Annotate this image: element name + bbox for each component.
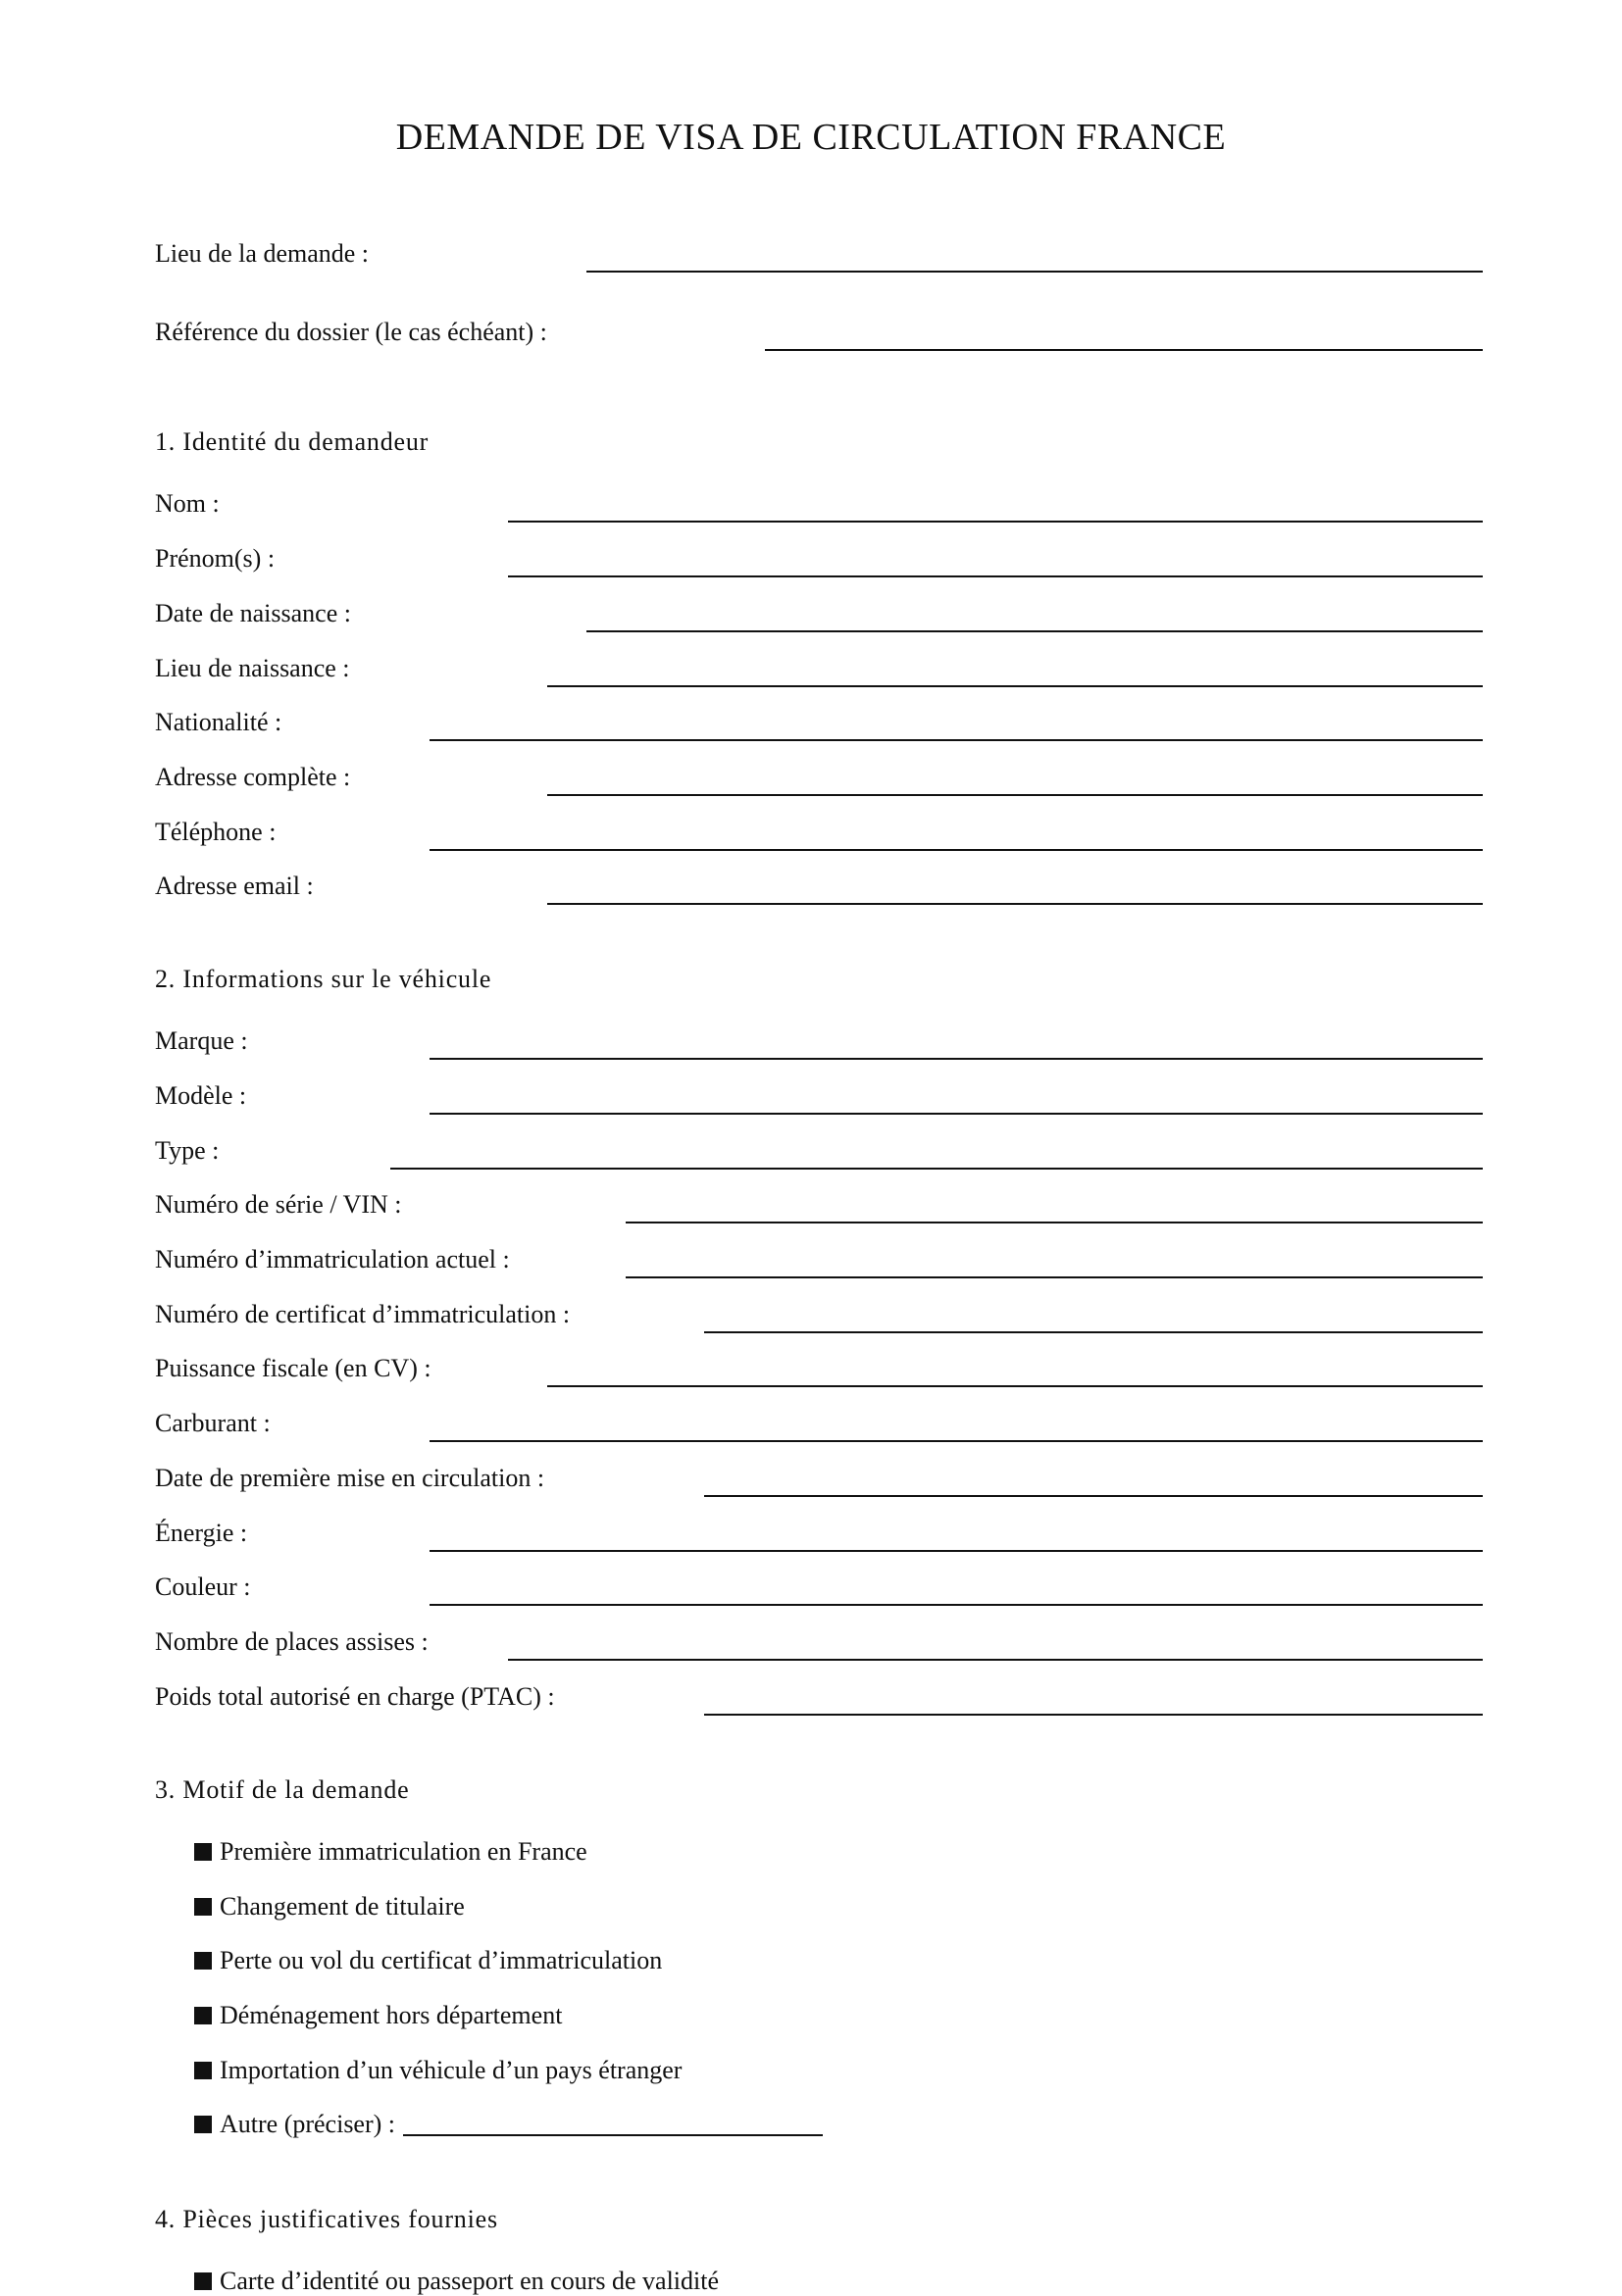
fill-line[interactable] xyxy=(547,903,1483,905)
field-label: Date de naissance : xyxy=(155,599,351,627)
fill-line[interactable] xyxy=(508,521,1483,523)
fill-line[interactable] xyxy=(547,685,1483,687)
fill-line[interactable] xyxy=(430,739,1483,741)
field-label: Numéro de série / VIN : xyxy=(155,1190,402,1219)
field-couleur xyxy=(155,1572,1622,1612)
fill-line[interactable] xyxy=(430,1440,1483,1442)
fill-line[interactable] xyxy=(704,1495,1483,1497)
field-label: Prénom(s) : xyxy=(155,544,276,573)
field-date-naissance xyxy=(155,599,1622,638)
field-date-mise-circulation xyxy=(155,1464,1622,1503)
fill-line[interactable] xyxy=(430,1113,1483,1115)
field-carburant xyxy=(155,1409,1622,1448)
option-demenagement[interactable] xyxy=(194,2001,562,2030)
field-label: Marque : xyxy=(155,1026,248,1055)
fill-line[interactable] xyxy=(626,1276,1483,1278)
fill-line[interactable] xyxy=(430,1604,1483,1606)
field-label: Modèle : xyxy=(155,1081,247,1110)
checkbox-icon[interactable] xyxy=(194,2062,212,2079)
field-lieu-naissance xyxy=(155,654,1622,693)
option-premiere-immatriculation[interactable] xyxy=(194,1837,587,1867)
field-reference-dossier xyxy=(155,318,1622,357)
section-title-motif: 3. Motif de la demande xyxy=(155,1775,410,1804)
field-label: Adresse email : xyxy=(155,872,314,900)
field-label: Type : xyxy=(155,1136,220,1165)
field-lieu-demande xyxy=(155,239,1622,278)
field-adresse-email xyxy=(155,872,1622,911)
field-ptac xyxy=(155,1682,1622,1722)
option-changement-titulaire[interactable] xyxy=(194,1892,465,1922)
field-label: Numéro de certificat d’immatriculation : xyxy=(155,1300,571,1328)
option-importation[interactable] xyxy=(194,2056,682,2085)
field-label: Carburant : xyxy=(155,1409,271,1437)
section-title-vehicule: 2. Informations sur le véhicule xyxy=(155,965,492,993)
field-puissance-fiscale xyxy=(155,1354,1622,1393)
field-numero-serie-vin xyxy=(155,1190,1622,1229)
section-title-pieces: 4. Pièces justificatives fournies xyxy=(155,2205,498,2233)
field-label: Date de première mise en circulation : xyxy=(155,1464,545,1492)
field-telephone xyxy=(155,818,1622,857)
field-label: Lieu de naissance : xyxy=(155,654,350,682)
fill-line[interactable] xyxy=(430,1058,1483,1060)
option-label: Importation d’un véhicule d’un pays étranger xyxy=(220,2056,683,2084)
field-label: Énergie : xyxy=(155,1519,248,1547)
fill-line[interactable] xyxy=(626,1222,1483,1223)
field-label: Lieu de la demande : xyxy=(155,239,370,268)
field-label: Référence du dossier (le cas échéant) : xyxy=(155,318,547,346)
field-adresse-complete xyxy=(155,763,1622,802)
field-nombre-places xyxy=(155,1627,1622,1667)
field-label: Puissance fiscale (en CV) : xyxy=(155,1354,431,1382)
field-label: Nombre de places assises : xyxy=(155,1627,429,1656)
field-label: Téléphone : xyxy=(155,818,277,846)
checkbox-icon[interactable] xyxy=(194,1952,212,1970)
fill-line[interactable] xyxy=(508,1659,1483,1661)
fill-line[interactable] xyxy=(430,849,1483,851)
option-label: Carte d’identité ou passeport en cours de validité xyxy=(220,2267,720,2295)
fill-line[interactable] xyxy=(430,1550,1483,1552)
fill-line[interactable] xyxy=(586,630,1483,632)
checkbox-icon[interactable] xyxy=(194,2272,212,2290)
fill-line[interactable] xyxy=(547,794,1483,796)
field-prenoms xyxy=(155,544,1622,583)
section-title-identite: 1. Identité du demandeur xyxy=(155,427,430,456)
fill-line[interactable] xyxy=(704,1331,1483,1333)
field-label: Numéro d’immatriculation actuel : xyxy=(155,1245,510,1273)
fill-line[interactable] xyxy=(547,1385,1483,1387)
field-nationalite xyxy=(155,708,1622,747)
fill-line[interactable] xyxy=(586,271,1483,273)
field-label: Nationalité : xyxy=(155,708,282,736)
field-type xyxy=(155,1136,1622,1175)
document-title: DEMANDE DE VISA DE CIRCULATION FRANCE xyxy=(395,117,1227,158)
checkbox-icon[interactable] xyxy=(194,2116,212,2133)
option-label: Autre (préciser) : xyxy=(220,2110,396,2138)
field-modele xyxy=(155,1081,1622,1121)
checkbox-icon[interactable] xyxy=(194,1843,212,1861)
option-perte-vol[interactable] xyxy=(194,1946,662,1975)
checkbox-icon[interactable] xyxy=(194,1898,212,1916)
option-label: Déménagement hors département xyxy=(220,2001,563,2029)
field-label: Nom : xyxy=(155,489,220,518)
option-carte-identite[interactable] xyxy=(194,2267,719,2296)
field-label: Poids total autorisé en charge (PTAC) : xyxy=(155,1682,555,1711)
fill-line[interactable] xyxy=(765,349,1483,351)
field-label: Adresse complète : xyxy=(155,763,351,791)
option-label: Changement de titulaire xyxy=(220,1892,465,1921)
field-energie xyxy=(155,1519,1622,1558)
field-label: Couleur : xyxy=(155,1572,251,1601)
option-label: Première immatriculation en France xyxy=(220,1837,587,1866)
autre-fill-line[interactable] xyxy=(403,2134,823,2136)
option-label: Perte ou vol du certificat d’immatriculation xyxy=(220,1946,663,1974)
field-nom xyxy=(155,489,1622,528)
fill-line[interactable] xyxy=(390,1168,1483,1170)
checkbox-icon[interactable] xyxy=(194,2007,212,2024)
field-marque xyxy=(155,1026,1622,1066)
field-numero-certificat xyxy=(155,1300,1622,1339)
fill-line[interactable] xyxy=(508,575,1483,577)
field-numero-immatriculation xyxy=(155,1245,1622,1284)
fill-line[interactable] xyxy=(704,1714,1483,1716)
option-autre[interactable] xyxy=(194,2110,823,2139)
